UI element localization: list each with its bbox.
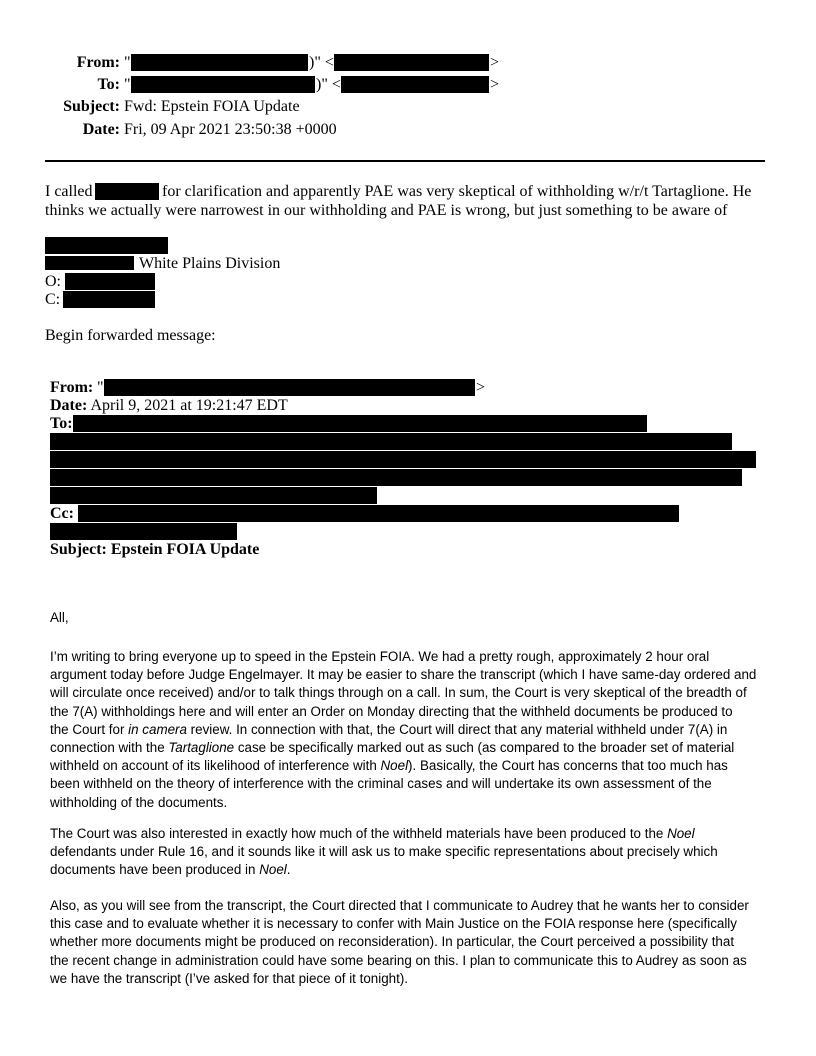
- from-label: From:: [76, 54, 120, 71]
- p1-line: argument today before Judge Engelmayer. It may be easier to share the transcript (which I have same-day ordered and: [50, 667, 757, 683]
- p2-line: [50, 825, 765, 843]
- redaction-called-name: [95, 183, 159, 200]
- to-prefix: ": [124, 76, 131, 93]
- redaction-fwd-to-3: [50, 451, 756, 468]
- redaction-fwd-to-4: [50, 469, 742, 486]
- fwd-date-value: April 9, 2021 at 19:21:47 EDT: [90, 397, 288, 414]
- top-line1-b: for clarification and apparently PAE was very skeptical of withholding w/r/t Tartaglione. He: [162, 183, 752, 200]
- p1-line: been withheld on the theory of interference with the criminal cases and will undertake its own assessment of the: [50, 776, 712, 792]
- p1-text: the Court for: [50, 721, 129, 737]
- redaction-sig-title: [45, 256, 134, 270]
- p1-text: connection with the: [50, 740, 169, 756]
- redaction-from-name: [131, 54, 308, 71]
- fwd-from-suffix: >: [476, 379, 486, 396]
- fwd-from-label: From:: [50, 379, 94, 396]
- redaction-cell-phone: [63, 291, 155, 308]
- to-mid: )" <: [316, 76, 341, 93]
- sig-division: White Plains Division: [139, 255, 281, 272]
- p1-line: [50, 757, 765, 775]
- redaction-fwd-cc-2: [50, 523, 237, 540]
- body-paragraph-2: [50, 825, 765, 880]
- p1-text: withheld on account of its likelihood of interference with: [50, 758, 381, 774]
- fwd-to-label: To:: [50, 415, 73, 432]
- redaction-to-email: [341, 76, 489, 93]
- fwd-subject-line: [50, 541, 259, 559]
- p1-text: ). Basically, the Court has concerns that too much has: [408, 758, 728, 774]
- p3-line: we have the transcript (I’ve asked for that piece of it tonight).: [50, 970, 409, 986]
- p2-italic: Noel: [259, 862, 287, 878]
- p1-line: I’m writing to bring everyone up to speed in the Epstein FOIA. We had a pretty rough, approximately 2 hour oral: [50, 649, 710, 664]
- subject-label: Subject:: [63, 98, 120, 115]
- top-line1-a: I called: [45, 183, 93, 200]
- redaction-fwd-to-5: [50, 487, 377, 504]
- subject-value: Fwd: Epstein FOIA Update: [124, 98, 300, 115]
- p1-text: case be specifically marked out as such (as compared to the broader set of material: [234, 740, 735, 756]
- fwd-subject-value: Epstein FOIA Update: [110, 541, 260, 558]
- p1-line: the 7(A) withholdings here and will enter an Order on Monday directing that the withheld documents be produced to: [50, 703, 733, 719]
- to-suffix: >: [490, 76, 500, 93]
- p3-line: the recent change in administration could have some bearing on this. I plan to communicate this to Audrey as soon as: [50, 952, 747, 968]
- begin-forwarded: Begin forwarded message:: [45, 327, 216, 344]
- body-greeting: All,: [50, 610, 69, 625]
- from-mid: )" <: [309, 54, 334, 71]
- p1-italic: Noel: [380, 758, 409, 774]
- fwd-cc-label: Cc:: [50, 505, 74, 522]
- date-value: Fri, 09 Apr 2021 23:50:38 +0000: [124, 121, 337, 138]
- p2-line: [50, 861, 765, 879]
- redaction-fwd-to-2: [50, 433, 732, 450]
- p2-text: .: [286, 862, 291, 878]
- p3-line: Also, as you will see from the transcript, the Court directed that I communicate to Audrey that he wants her to consider: [50, 898, 749, 913]
- sig-o-label: O:: [45, 273, 61, 290]
- p1-line: [50, 721, 765, 739]
- from-suffix: >: [490, 54, 500, 71]
- p1-italic: in camera: [128, 721, 187, 737]
- to-label: To:: [97, 76, 120, 93]
- p3-line: whether more documents might be produced on reconsideration). In particular, the Court perceived a possibility that: [50, 934, 735, 950]
- redaction-fwd-from: [104, 379, 475, 396]
- p3-line: this case and to evaluate whether it is necessary to confer with Main Justice on the FOIA response here (specifically: [50, 916, 737, 932]
- date-label: Date:: [82, 121, 120, 138]
- from-prefix: ": [124, 54, 131, 71]
- p2-line: defendants under Rule 16, and it sounds like it will ask us to make specific representations about precisely which: [50, 844, 718, 860]
- p2-text: documents have been produced in: [50, 862, 260, 878]
- header-divider: [45, 160, 765, 162]
- redaction-office-phone: [65, 273, 155, 290]
- fwd-subject-label: Subject:: [50, 541, 107, 558]
- redaction-sig-name: [45, 237, 168, 254]
- fwd-date-label: Date:: [50, 397, 88, 414]
- p1-line: [50, 739, 765, 757]
- redaction-to-name: [131, 76, 315, 93]
- top-line2: thinks we actually were narrowest in our withholding and PAE is wrong, but just something to be aware of: [45, 202, 728, 219]
- p1-line: will circulate once received) and/or to talk things through on a call. In sum, the Court is very skeptical of the breadth of: [50, 685, 747, 701]
- p2-text: The Court was also interested in exactly how much of the withheld materials have been produced to the: [50, 826, 668, 841]
- body-paragraph-1: [50, 648, 765, 812]
- fwd-date-line: [50, 397, 288, 415]
- p2-italic: Noel: [667, 826, 695, 841]
- p1-line: withholding of the documents.: [50, 794, 228, 810]
- redaction-fwd-cc-1: [78, 505, 679, 522]
- p1-text: review. In connection with that, the Court will direct that any material withheld under 7(A) in: [186, 721, 728, 737]
- fwd-from-prefix: ": [97, 379, 104, 396]
- redaction-from-email: [334, 54, 489, 71]
- sig-c-label: C:: [45, 291, 61, 308]
- p1-italic: Tartaglione: [168, 740, 235, 756]
- redaction-fwd-to-1: [73, 415, 647, 432]
- body-paragraph-3: [50, 897, 765, 988]
